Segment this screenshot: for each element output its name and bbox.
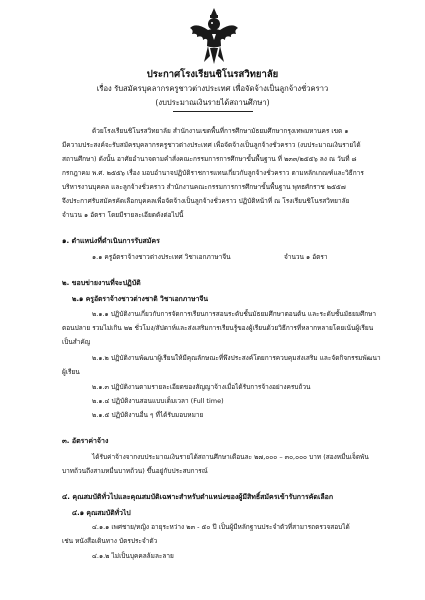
qualification-line: เช่น หนังสือเดินทาง บัตรประจำตัว bbox=[62, 537, 158, 545]
announcement-subject: เรื่อง รับสมัครบุคลากรครูชาวต่างประเทศ เพื่อจัดจ้างเป็นลูกจ้างชั่วคราว bbox=[96, 84, 329, 93]
garuda-emblem-icon bbox=[188, 6, 240, 66]
intro-line: มีความประสงค์จะรับสมัครบุคลากรครูชาวต่างประเทศ เพื่อจัดจ้างเป็นลูกจ้างชั่วคราว (งบประมาณเงินรายได้ bbox=[62, 141, 361, 149]
position-item: ๑.๑ ครูอัตราจ้างชาวต่างประเทศ วิชาเอกภาษาจีน bbox=[92, 253, 231, 261]
position-count: จำนวน ๑ อัตรา bbox=[284, 253, 328, 261]
intro-line: ด้วยโรงเรียนชิโนรสวิทยาลัย สำนักงานเขตพื้นที่การศึกษามัธยมศึกษากรุงเทพมหานคร เขต ๑ bbox=[92, 127, 349, 135]
subsection-heading: ๔.๑ คุณสมบัติทั่วไป bbox=[72, 509, 131, 517]
budget-note: (งบประมาณเงินรายได้สถานศึกษา) bbox=[155, 98, 270, 107]
title-divider bbox=[173, 111, 253, 112]
wage-line: บาทถ้วนถึงสามหมื่นบาทถ้วน) ขึ้นอยู่กับประสบการณ์ bbox=[62, 467, 208, 475]
intro-line: จึงประกาศรับสมัครคัดเลือกบุคคลเพื่อจัดจ้างเป็นลูกจ้างชั่วคราว ปฏิบัติหน้าที่ ณ โรงเรียนชิโนรสวิทยาลัย bbox=[62, 197, 350, 205]
duty-line: ตอนปลาย รวมไม่เกิน ๒๒ ชั่วโมง/สัปดาห์และส่งเสริมการเรียนรู้ของผู้เรียนด้วยวิธีการที่หลากหลายโดยเน้นผู้เรียน bbox=[62, 324, 374, 332]
section-heading: ๒. ขอบข่ายงานที่จะปฏิบัติ bbox=[62, 279, 141, 287]
duty-line: ผู้เรียน bbox=[62, 368, 80, 376]
intro-line: สถานศึกษา) ดังนั้น อาศัยอำนาจตามคำสั่งคณะกรรมการการศึกษาขั้นพื้นฐาน ที่ ๒๓๓/๒๕๕๖ ลง ณ วันที่ ๘ bbox=[62, 155, 357, 163]
section-heading: ๔. คุณสมบัติทั่วไปและคุณสมบัติเฉพาะสำหรับตำแหน่งของผู้มีสิทธิ์สมัครเข้ารับการคัดเลือก bbox=[62, 493, 334, 501]
duty-line: ๒.๑.๔ ปฏิบัติงานสอนแบบเต็มเวลา (Full time) bbox=[92, 397, 224, 405]
duty-line: ๒.๑.๓ ปฏิบัติงานตามรายละเอียดของสัญญาจ้างเมื่อได้รับการจ้างอย่างครบถ้วน bbox=[92, 383, 311, 391]
wage-line: ได้รับค่าจ้างจากงบประมาณเงินรายได้สถานศึกษาเดือนละ ๒๗,๐๐๐ – ๓๐,๐๐๐ บาท (สองหมื่นเจ็ดพัน bbox=[92, 453, 369, 461]
section-heading: ๑. ตำแหน่งที่ดำเนินการรับสมัคร bbox=[62, 237, 160, 245]
qualification-line: ๔.๑.๑ เพศชาย/หญิง อายุระหว่าง ๒๓ - ๕๐ ปี เป็นผู้มีหลักฐานประจำตัวที่สามารถตรวจสอบได้ bbox=[92, 523, 350, 531]
duty-line: เป็นสำคัญ bbox=[62, 338, 91, 346]
qualification-line: ๔.๑.๒ ไม่เป็นบุคคลล้มละลาย bbox=[92, 552, 174, 560]
intro-line: จำนวน ๑ อัตรา โดยมีรายละเอียดดังต่อไปนี้ bbox=[62, 211, 184, 219]
announcement-title: ประกาศโรงเรียนชิโนรสวิทยาลัย bbox=[146, 69, 279, 80]
duty-line: ๒.๑.๒ ปฏิบัติงานพัฒนาผู้เรียนให้มีคุณลักษณะที่พึงประสงค์โดยการควบคุมส่งเสริม และจัดกิจกรรมพัฒนา bbox=[92, 354, 381, 362]
subsection-heading: ๒.๑ ครูอัตราจ้างชาวต่างชาติ วิชาเอกภาษาจีน bbox=[72, 295, 209, 303]
intro-line: กรกฎาคม พ.ศ. ๒๕๕๖ เรื่อง มอบอำนาจปฏิบัติราชการแทนเกี่ยวกับลูกจ้างชั่วคราว ตามหลักเกณฑ์และวิธีการ bbox=[62, 169, 364, 177]
duty-line: ๒.๑.๑ ปฏิบัติงานเกี่ยวกับการจัดการเรียนการสอนระดับชั้นมัธยมศึกษาตอนต้น และระดับชั้นมัธยมศึกษา bbox=[92, 310, 377, 318]
intro-line: บริหารงานบุคคล และลูกจ้างชั่วคราว สำนักงานคณะกรรมการการศึกษาขั้นพื้นฐาน พุทธศักราช ๒๕๕๗ bbox=[62, 183, 346, 191]
duty-line: ๒.๑.๕ ปฏิบัติงานอื่น ๆ ที่ได้รับมอบหมาย bbox=[92, 411, 204, 419]
section-heading: ๓. อัตราค่าจ้าง bbox=[62, 437, 109, 445]
